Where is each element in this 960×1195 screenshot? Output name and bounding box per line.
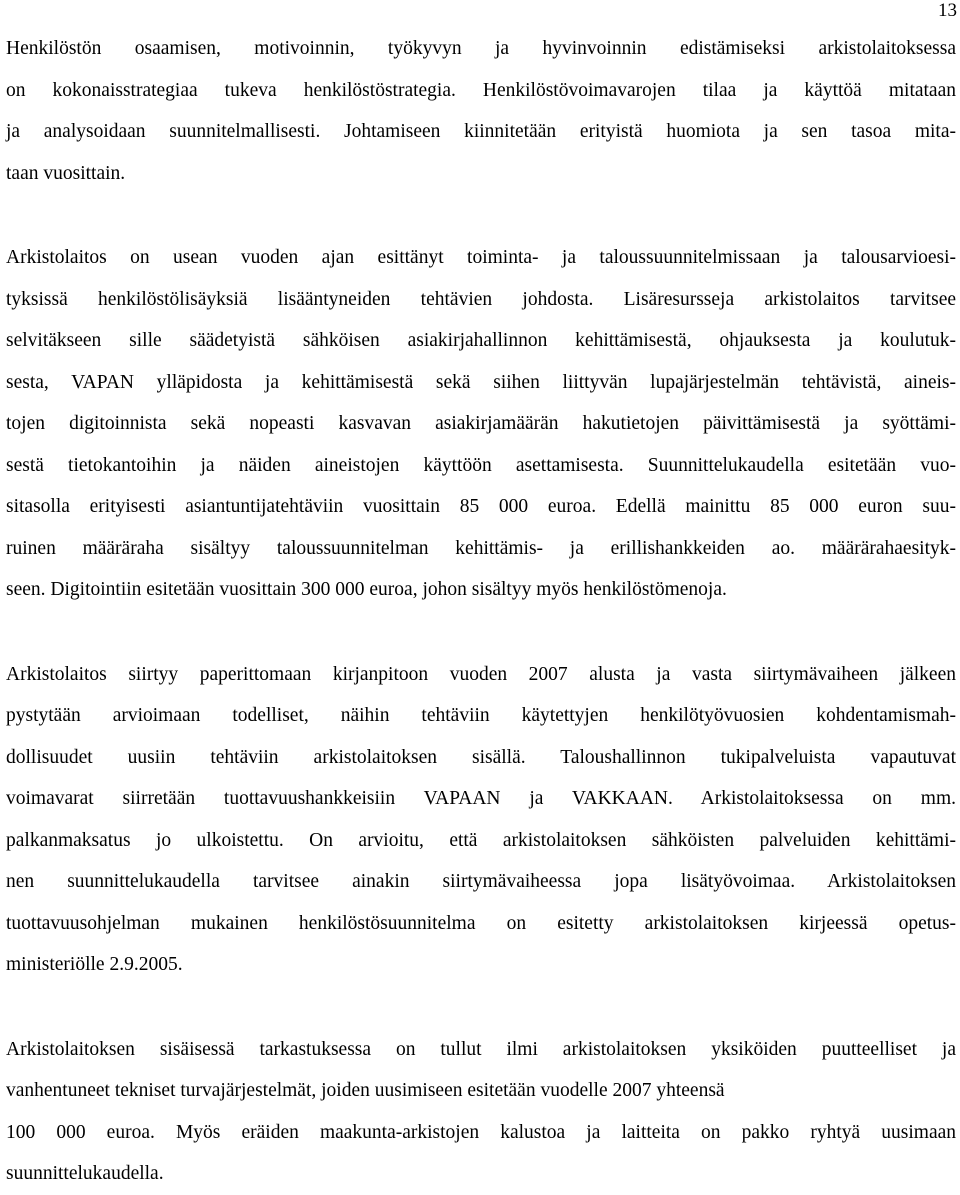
paragraph-personnel-strategy <box>6 28 956 194</box>
text-line: dollisuudet uusiin tehtäviin arkistolaitoksen sisällä. Taloushallinnon tukipalveluista vapautuvat <box>6 746 956 768</box>
text-line: ruinen määräraha sisältyy taloussuunnitelman kehittämis- ja erillishankkeiden ao. määrärahaesityk- <box>6 537 956 559</box>
text-line: taan vuosittain. <box>6 162 126 184</box>
text-line: vanhentuneet tekniset turvajärjestelmät, joiden uusimiseen esitetään vuodelle 2007 yhteensä <box>6 1080 725 1101</box>
text-line: seen. Digitointiin esitetään vuosittain 300 000 euroa, johon sisältyy myös henkilöstömenoja. <box>6 579 727 600</box>
text-line: ja analysoidaan suunnitelmallisesti. Johtamiseen kiinnitetään erityistä huomiota ja sen tasoa mita- <box>6 121 956 142</box>
paragraph-spacer <box>6 194 956 237</box>
paragraph-spacer <box>6 611 956 654</box>
text-line: palkanmaksatus jo ulkoistettu. On arvioitu, että arkistolaitoksen sähköisten palveluiden kehittämi- <box>6 829 956 851</box>
text-line: on kokonaisstrategiaa tukeva henkilöstöstrategia. Henkilöstövoimavarojen tilaa ja käyttöä mitataan <box>6 79 956 101</box>
text-line: sesta, VAPAN ylläpidosta ja kehittämisestä sekä siihen liittyvän lupajärjestelmän tehtävistä, aineis- <box>6 371 956 393</box>
text-line: 100 000 euroa. Myös eräiden maakunta-arkistojen kalustoa ja laitteita on pakko ryhtyä uusimaan <box>6 1121 956 1143</box>
text-line: Henkilöstön osaamisen, motivoinnin, työkyvyn ja hyvinvoinnin edistämiseksi arkistolaitoksessa <box>6 38 956 59</box>
text-line: selvitäkseen sille säädetyistä sähköisen asiakirjahallinnon kehittämisestä, ohjauksesta ja koulutuk- <box>6 330 956 351</box>
paragraph-security-systems <box>6 1029 956 1195</box>
text-line: sestä tietokantoihin ja näiden aineistojen käyttöön asettamisesta. Suunnittelukaudella esitetään vuo- <box>6 454 956 476</box>
text-line: suunnittelukaudella. <box>6 1163 164 1184</box>
paragraph-paperless-accounting <box>6 654 956 986</box>
text-line: sitasolla erityisesti asiantuntijatehtäviin vuosittain 85 000 euroa. Edellä mainittu 85 000 euron suu- <box>6 496 956 517</box>
text-line: tuottavuusohjelman mukainen henkilöstösuunnitelma on esitetty arkistolaitoksen kirjeessä opetus- <box>6 912 956 934</box>
text-line: voimavarat siirretään tuottavuushankkeisiin VAPAAN ja VAKKAAN. Arkistolaitoksessa on mm. <box>6 788 956 809</box>
text-line: nen suunnittelukaudella tarvitsee ainakin siirtymävaiheessa jopa lisätyövoimaa. Arkistolaitoksen <box>6 871 956 892</box>
text-line: Arkistolaitos siirtyy paperittomaan kirjanpitoon vuoden 2007 alusta ja vasta siirtymävaiheen jälkeen <box>6 663 956 685</box>
paragraph-spacer <box>6 986 956 1029</box>
text-line: pystytään arvioimaan todelliset, näihin tehtäviin käytettyjen henkilötyövuosien kohdentamismah- <box>6 705 956 726</box>
text-line: Arkistolaitos on usean vuoden ajan esittänyt toiminta- ja taloussuunnitelmissaan ja talousarvioesi- <box>6 247 956 268</box>
text-line: Arkistolaitoksen sisäisessä tarkastuksessa on tullut ilmi arkistolaitoksen yksiköiden puutteelliset ja <box>6 1038 956 1060</box>
paragraph-resource-needs <box>6 237 956 611</box>
text-line: ministeriölle 2.9.2005. <box>6 954 183 975</box>
document-body <box>6 28 956 1195</box>
text-line: tojen digitoinnista sekä nopeasti kasvavan asiakirjamäärän hakutietojen päivittämisestä ja syöttämi- <box>6 413 956 434</box>
text-line: tyksissä henkilöstölisäyksiä lisääntyneiden tehtävien johdosta. Lisäresursseja arkistolaitos tarvitsee <box>6 288 956 310</box>
page-number: 13 <box>938 0 957 21</box>
